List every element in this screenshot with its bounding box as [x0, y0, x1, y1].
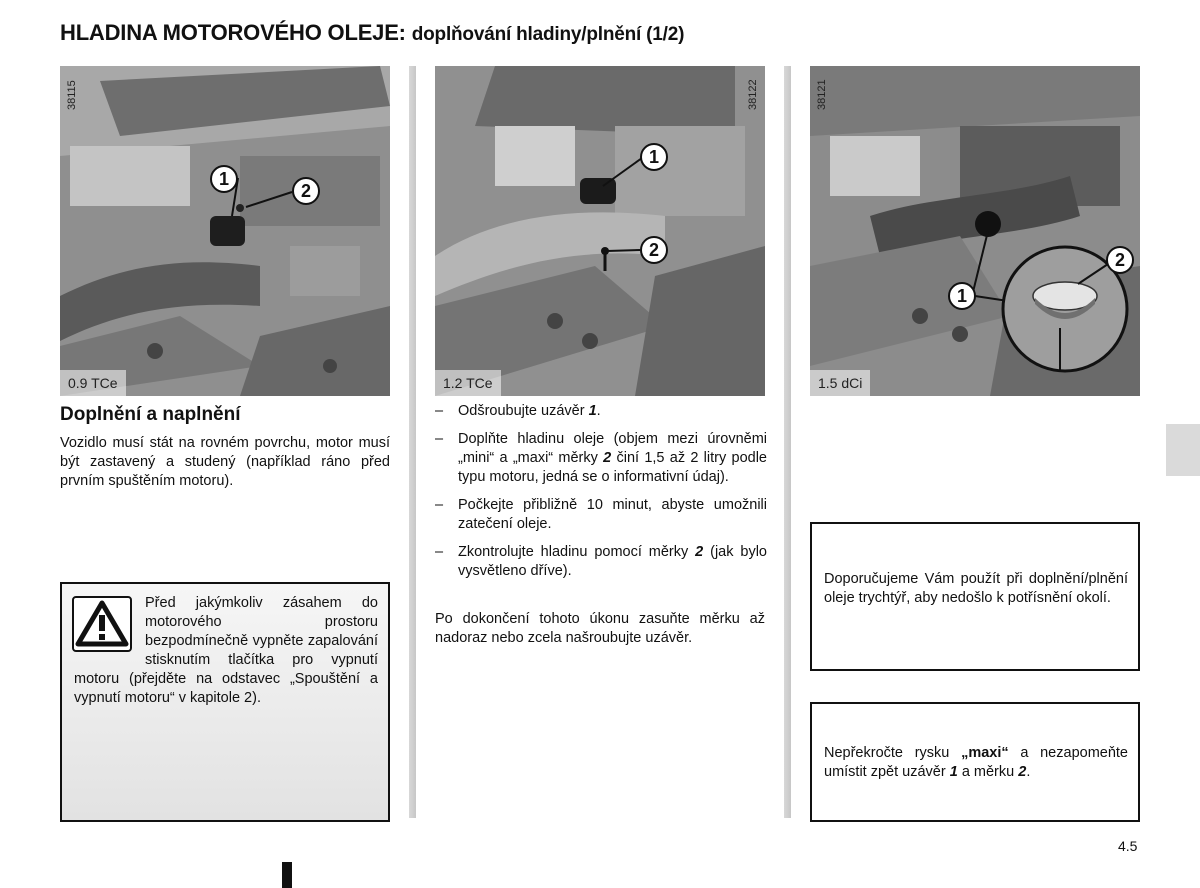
callout-2: 2 [640, 236, 668, 264]
engine-photo-1-2-tce [435, 66, 765, 396]
callout-1: 1 [948, 282, 976, 310]
instruction-item: – Zkontrolujte hladinu pomocí měrky 2 (jak bylo vysvětleno dříve). [435, 543, 767, 581]
engine-illustration [435, 66, 765, 396]
instruction-item: – Odšroubujte uzávěr 1. [435, 402, 767, 421]
section-heading: Doplnění a naplnění [60, 404, 241, 425]
callout-1: 1 [640, 143, 668, 171]
note-box-maxi [810, 702, 1140, 822]
callout-1: 1 [210, 165, 238, 193]
instruction-item: – Počkejte přibližně 10 minut, abyste umožnili zatečení oleje. [435, 496, 767, 534]
photo-id: 38121 [816, 79, 828, 110]
engine-photo-0-9-tce [60, 66, 390, 396]
callout-2: 2 [292, 177, 320, 205]
engine-model-label: 1.5 dCi [810, 370, 870, 396]
note-funnel-text: Doporučujeme Vám použít při doplnění/plnění oleje trychtýř, aby nedošlo k potřísnění okolí. [824, 571, 1128, 606]
instruction-list [435, 402, 767, 590]
engine-model-label: 0.9 TCe [60, 370, 126, 396]
engine-illustration [60, 66, 390, 396]
engine-model-label: 1.2 TCe [435, 370, 501, 396]
page-title [60, 20, 684, 46]
column-divider-right [784, 66, 791, 818]
engine-photo-1-5-dci [810, 66, 1140, 396]
note-maxi-text: Nepřekročte rysku „maxi“ a nezapomeňte umístit zpět uzávěr 1 a měrku 2. [824, 745, 1128, 780]
column-divider-left [409, 66, 416, 818]
instruction-item: – Doplňte hladinu oleje (objem mezi úrovněmi „mini“ a „maxi“ měrky 2 činí 1,5 až 2 litry podle typu motoru, jedná se o informativní údaj). [435, 430, 767, 487]
warning-box [60, 582, 390, 822]
callout-2: 2 [1106, 246, 1134, 274]
closing-paragraph: Po dokončení tohoto úkonu zasuňte měrku až nadoraz nebo zcela našroubujte uzávěr. [435, 611, 765, 646]
photo-id: 38122 [747, 79, 759, 110]
intro-paragraph: Vozidlo musí stát na rovném povrchu, motor musí být zastavený a studený (například ráno před prvním spuštěním motoru). [60, 435, 390, 489]
note-box-funnel [810, 522, 1140, 671]
title-main: HLADINA MOTOROVÉHO OLEJE: [60, 20, 406, 45]
photo-id: 38115 [66, 80, 78, 110]
warning-text [74, 594, 378, 708]
engine-illustration [810, 66, 1140, 396]
chapter-tab [1166, 424, 1200, 476]
page-number: 4.5 [1118, 838, 1138, 854]
print-mark [282, 862, 292, 888]
warning-message: Před jakýmkoliv zásahem do motorového prostoru bezpodmínečně vypněte zapalování stisknutím tlačítka pro vypnutí motoru (přejděte na odstavec „Spouštění a vypnutí motoru“ v kapitole 2). [74, 595, 378, 706]
title-sub: doplňování hladiny/plnění (1/2) [411, 24, 685, 45]
